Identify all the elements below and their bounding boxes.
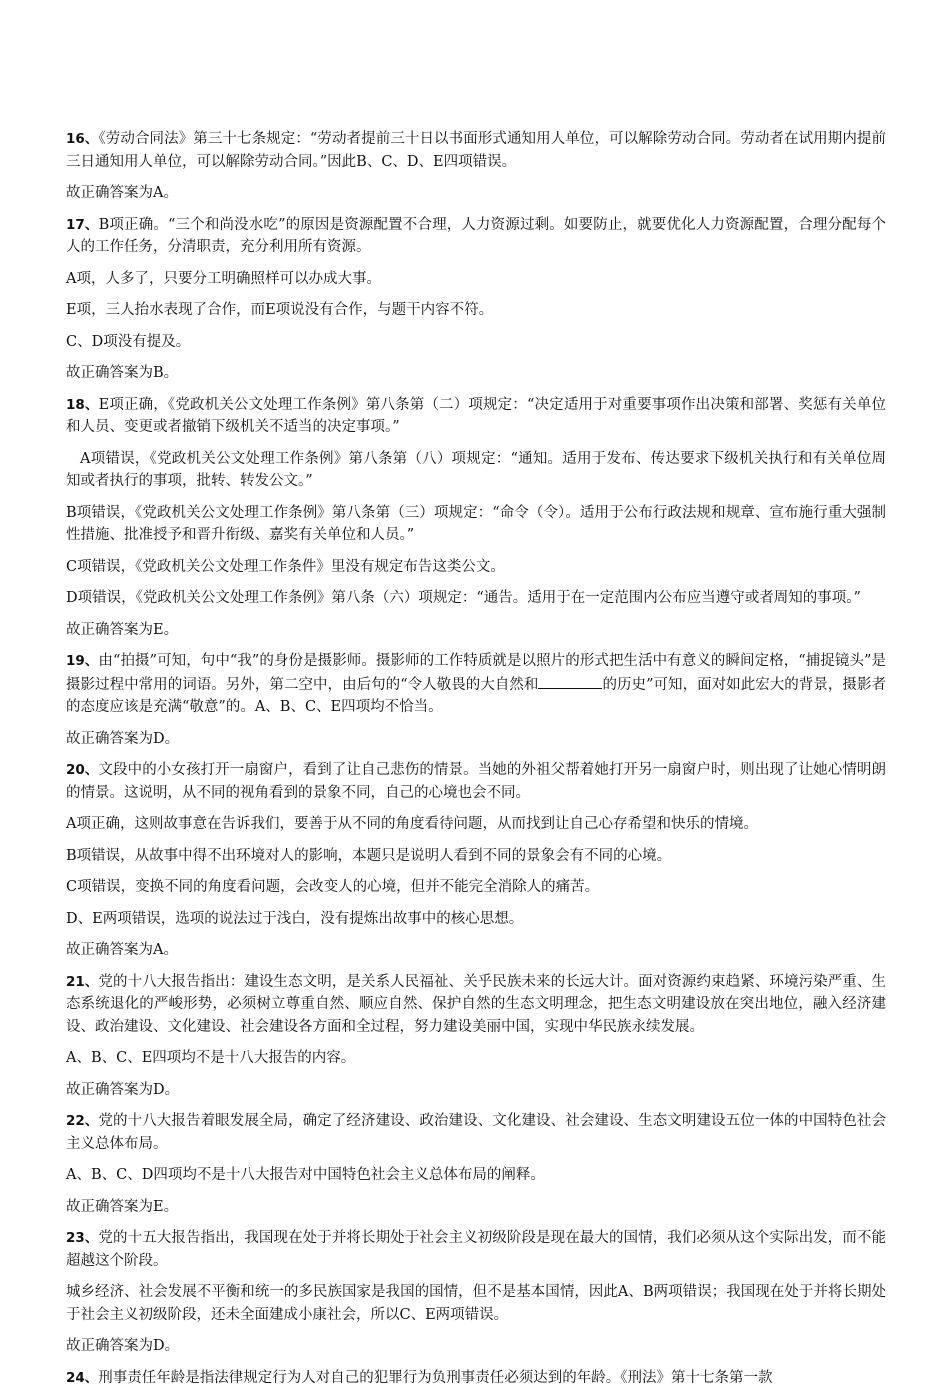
q20-option-c: C项错误，变换不同的角度看问题，会改变人的心境，但并不能完全消除人的痛苦。: [66, 879, 600, 895]
q23-answer: 故正确答案为D。: [66, 1338, 180, 1354]
q16-text: 《劳动合同法》第三十七条规定：“劳动者提前三十日以书面形式通知用人单位，可以解除劳动合同。劳动者在试用期内提前三日通知用人单位，可以解除劳动合同。”因此B、C、D、E四项错误。: [66, 131, 886, 170]
q22-number: 22、: [66, 1113, 99, 1129]
q21-number: 21、: [66, 973, 99, 990]
q19-text-part1: 由“拍摄”可知，句中“我”的身份是摄影师。摄影师的工作特质就是以照片的形式把生活中有意义的瞬间定格，“捕捉镜头”是摄影过程中常用的词语。另外，第二空中，由后句的“令人敬畏的大自然和: [66, 653, 886, 693]
q22-text: 党的十八大报告着眼发展全局，确定了经济建设、政治建设、文化建设、社会建设、生态文明建设五位一体的中国特色社会主义总体布局。: [66, 1113, 886, 1152]
q23-paragraph: [66, 1227, 886, 1272]
q16-answer: 故正确答案为A。: [66, 185, 178, 201]
q24-paragraph: [66, 1367, 886, 1390]
q22-options: A、B、C、D四项均不是十八大报告对中国特色社会主义总体布局的阐释。: [66, 1167, 545, 1183]
q19-answer: 故正确答案为D。: [66, 730, 180, 747]
q18-text: E项正确，《党政机关公文处理工作条例》第八条第（二）项规定：“决定适用于对重要事项作出决策和部署、奖惩有关单位和人员、变更或者撤销下级机关不适当的决定事项。”: [66, 396, 886, 435]
q21-paragraph: [66, 971, 886, 1039]
q18-option-a: A项错误，《党政机关公文处理工作条例》第八条第（八）项规定：“通知。适用于发布、传达要求下级机关执行和有关单位周知或者执行的事项，批转、转发公文。”: [66, 450, 886, 489]
q21-answer: 故正确答案为D。: [66, 1081, 180, 1098]
q20-option-a: A项正确，这则故事意在告诉我们，要善于从不同的角度看待问题，从而找到让自己心存希望和快乐的情境。: [66, 816, 758, 832]
q19-number: 19、: [66, 653, 99, 669]
q19-paragraph: [66, 650, 886, 719]
q20-option-de: D、E两项错误，选项的说法过于浅白，没有提炼出故事中的核心思想。: [66, 910, 524, 927]
q23-options: 城乡经济、社会发展不平衡和统一的多民族国家是我国的国情，但不是基本国情，因此A、B两项错误；我国现在处于并将长期处于社会主义初级阶段，还未全面建成小康社会，所以C、E两项错误。: [66, 1284, 886, 1323]
q17-option-cd: C、D项没有提及。: [66, 333, 191, 350]
q23-number: 23、: [66, 1230, 99, 1246]
q17-paragraph: [66, 214, 886, 259]
q17-number: 17、: [66, 216, 99, 233]
q24-number: 24、: [66, 1369, 99, 1386]
q18-option-d: D项错误，《党政机关公文处理工作条例》第八条（六）项规定：“通告。适用于在一定范围内公布应当遵守或者周知的事项。”: [66, 590, 861, 606]
q20-answer: 故正确答案为A。: [66, 942, 178, 958]
q20-number: 20、: [66, 762, 99, 778]
q21-text: 党的十八大报告指出：建设生态文明，是关系人民福祉、关乎民族未来的长远大计。面对资源约束趋紧、环境污染严重、生态系统退化的严峻形势，必须树立尊重自然、顺应自然、保护自然的生态文明理念，把生态文明建设放在突出地位，融入经济建设、政治建设、文化建设、社会建设各方面和全过程，努力建设美丽中国，实现中华民族永续发展。: [66, 973, 886, 1035]
q24-text: 刑事责任年龄是指法律规定行为人对自己的犯罪行为负刑事责任必须达到的年龄。《刑法》第十七条第一款: [98, 1369, 773, 1386]
q18-option-c: C项错误，《党政机关公文处理工作条件》里没有规定布告这类公文。: [66, 558, 505, 575]
answer-explanations: [66, 128, 886, 1398]
q20-paragraph: [66, 759, 886, 804]
q18-option-b: B项错误，《党政机关公文处理工作条例》第八条第（三）项规定：“命令（令）。适用于公布行政法规和规章、宣布施行重大强制性措施、批准授予和晋升衔级、嘉奖有关单位和人员。”: [66, 504, 886, 543]
q17-option-e: E项，三人抬水表现了合作，而E项说没有合作，与题干内容不符。: [66, 302, 494, 318]
q21-options: A、B、C、E四项均不是十八大报告的内容。: [66, 1050, 356, 1066]
q16-number: 16、: [66, 131, 99, 147]
q19-text-part2: 的历史”可知，面对如此宏大的背景，摄影者的态度应该是充满“敬意”的。A、B、C、E四项均不恰当。: [66, 676, 886, 715]
q23-text: 党的十五大报告指出，我国现在处于并将长期处于社会主义初级阶段是现在最大的国情，我们必须从这个实际出发，而不能超越这个阶段。: [66, 1230, 886, 1269]
q22-paragraph: [66, 1110, 886, 1155]
q18-paragraph: [66, 394, 886, 439]
q20-option-b: B项错误，从故事中得不出环境对人的影响，本题只是说明人看到不同的景象会有不同的心境。: [66, 847, 672, 864]
q18-answer: 故正确答案为E。: [66, 621, 179, 638]
q17-text: B项正确。“三个和尚没水吃”的原因是资源配置不合理，人力资源过剩。如要防止，就要优化人力资源配置，合理分配每个人的工作任务，分清职责，充分利用所有资源。: [66, 216, 886, 255]
q17-answer: 故正确答案为B。: [66, 365, 179, 381]
fill-in-blank: [538, 673, 602, 689]
q18-number: 18、: [66, 396, 99, 413]
q20-text: 文段中的小女孩打开一扇窗户，看到了让自己悲伤的情景。当她的外祖父帮着她打开另一扇窗户时，则出现了让她心情明朗的情景。这说明，从不同的视角看到的景象不同，自己的心境也会不同。: [66, 762, 886, 801]
q22-answer: 故正确答案为E。: [66, 1198, 179, 1215]
q16-paragraph: [66, 128, 886, 173]
q17-option-a: A项，人多了，只要分工明确照样可以办成大事。: [66, 270, 381, 287]
